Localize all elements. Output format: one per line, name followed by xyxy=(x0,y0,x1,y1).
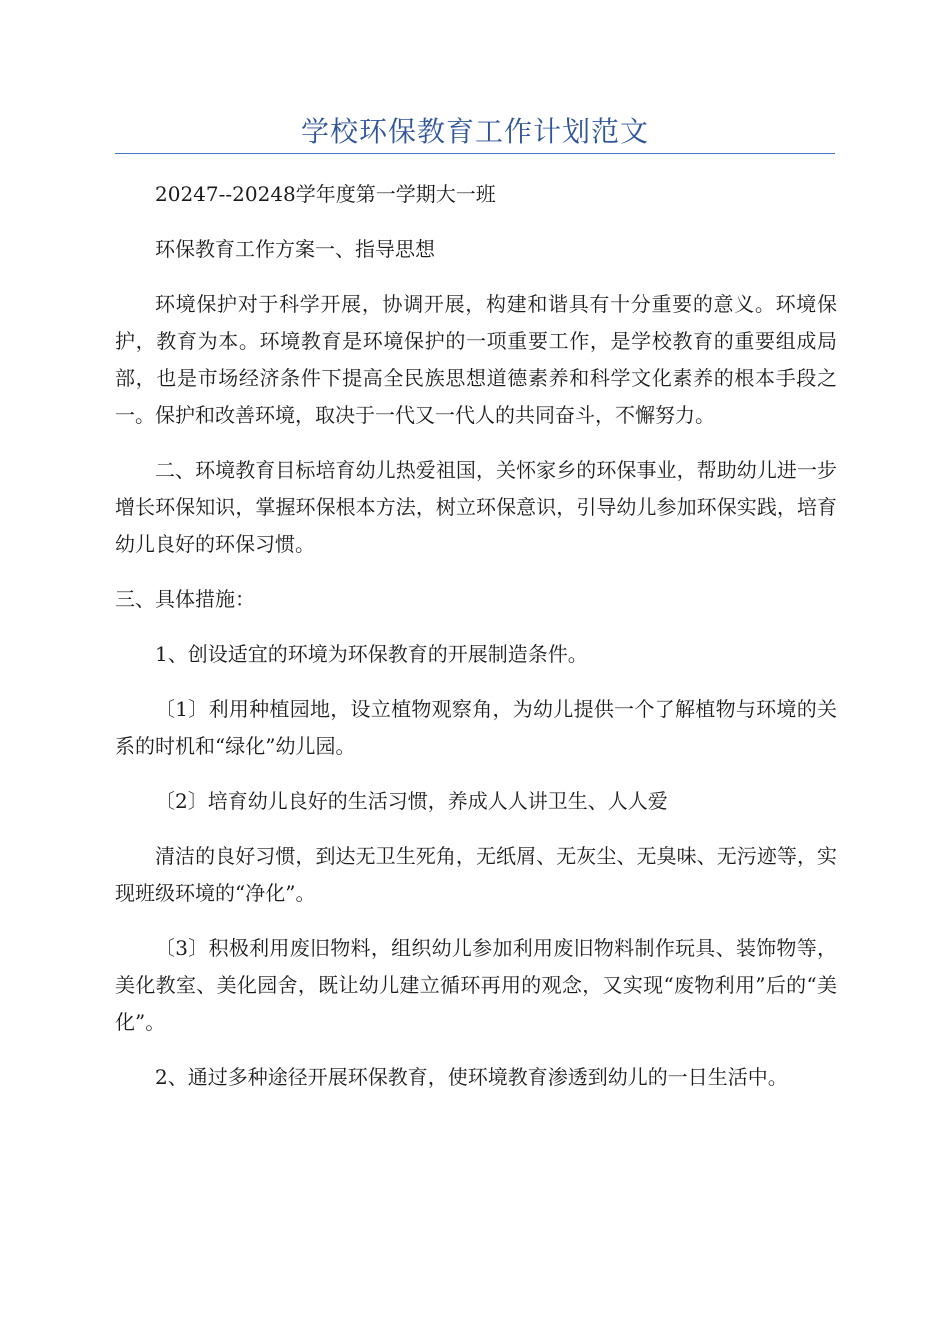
document-title: 学校环保教育工作计划范文 xyxy=(300,115,649,148)
paragraph-education-goals: 二、环境教育目标培育幼儿热爱祖国，关怀家乡的环保事业，帮助幼儿进一步增长环保知识，掌握环保根本方法，树立环保意识，引导幼儿参加环保实践，培育幼儿良好的环保习惯。 xyxy=(115,458,837,556)
title-underline xyxy=(115,153,835,154)
paragraph-measure-1-item-2: 〔2〕培育幼儿良好的生活习惯，养成人人讲卫生、人人爱 xyxy=(155,789,668,813)
paragraph-measure-1-item-1: 〔1〕利用种植园地，设立植物观察角，为幼儿提供一个了解植物与环境的关系的时机和“绿化”幼儿园。 xyxy=(115,697,837,758)
paragraph-school-year: 20247--20248学年度第一学期大一班 xyxy=(155,182,496,206)
paragraph-measure-1-item-2-continued: 清洁的良好习惯，到达无卫生死角，无纸屑、无灰尘、无臭味、无污迹等，实现班级环境的“净化”。 xyxy=(115,844,837,905)
document-body xyxy=(115,176,837,1114)
paragraph-measure-1-item-3: 〔3〕积极利用废旧物料，组织幼儿参加利用废旧物料制作玩具、装饰物等，美化教室、美化园舍，既让幼儿建立循环再用的观念，又实现“废物利用”后的“美化”。 xyxy=(115,936,837,1034)
paragraph-measure-1: 1、创设适宜的环境为环保教育的开展制造条件。 xyxy=(155,642,588,666)
paragraph-measure-2: 2、通过多种途径开展环保教育，使环境教育渗透到幼儿的一日生活中。 xyxy=(155,1065,788,1089)
paragraph-guiding-thought: 环保教育工作方案一、指导思想 xyxy=(155,237,435,261)
paragraph-environment-importance: 环境保护对于科学开展，协调开展，构建和谐具有十分重要的意义。环境保护，教育为本。环境教育是环境保护的一项重要工作，是学校教育的重要组成局部，也是市场经济条件下提高全民族思想道德素养和科学文化素养的根本手段之一。保护和改善环境，取决于一代又一代人的共同奋斗，不懈努力。 xyxy=(115,292,837,427)
paragraph-measures-heading: 三、具体措施： xyxy=(115,587,255,611)
